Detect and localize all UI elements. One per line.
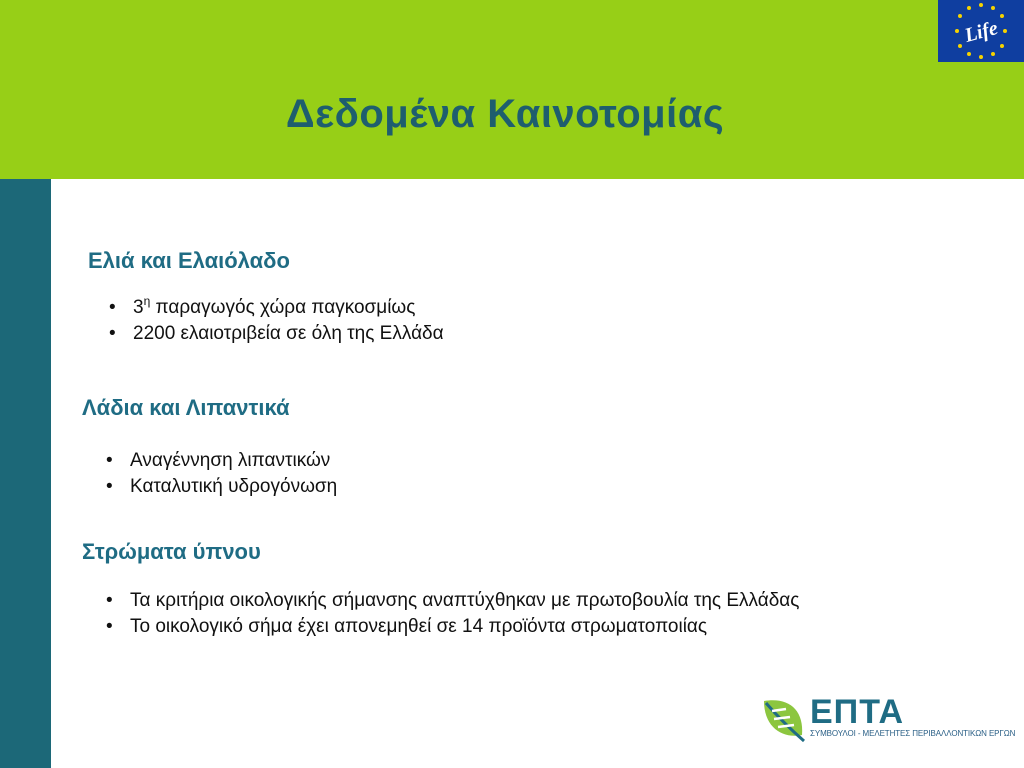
eu-life-logo-text: Life: [962, 17, 1001, 47]
list-item: • Το οικολογικό σήμα έχει απονεμηθεί σε 14 προϊόντα στρωματοποιίας: [104, 614, 799, 640]
list-item: • Τα κριτήρια οικολογικής σήμανσης αναπτύχθηκαν με πρωτοβουλία της Ελλάδας: [104, 588, 799, 614]
list-item: • $3^\eta$ παραγωγός χώρα παγκοσμίως: [107, 295, 444, 321]
bullet-list-olive: [107, 295, 444, 347]
header-band: [0, 0, 1024, 179]
bullet-list-lubricants: [104, 448, 337, 500]
list-item: • 2200 ελαιοτριβεία σε όλη της Ελλάδα: [107, 321, 444, 347]
page-title: Δεδομένα Καινοτομίας: [285, 92, 725, 136]
epta-logo: [760, 693, 1016, 745]
bullet-list-mattresses: [104, 588, 799, 640]
list-item: • Αναγέννηση λιπαντικών: [104, 448, 337, 474]
eu-life-logo: [938, 0, 1024, 62]
left-accent-stripe: [0, 179, 51, 768]
section-heading-olive: Ελιά και Ελαιόλαδο: [88, 248, 290, 273]
section-heading-mattresses: Στρώματα ύπνου: [82, 539, 261, 564]
list-item: • Καταλυτική υδρογόνωση: [104, 474, 337, 500]
leaf-icon: [760, 695, 806, 743]
epta-logo-name: ΕΠΤΑ: [810, 693, 905, 731]
section-heading-lubricants: Λάδια και Λιπαντικά: [82, 395, 290, 420]
epta-logo-tagline: ΣΥΜΒΟΥΛΟΙ - ΜΕΛΕΤΗΤΕΣ ΠΕΡΙΒΑΛΛΟΝΤΙΚΩΝ ΕΡΓΩΝ: [810, 729, 1016, 738]
